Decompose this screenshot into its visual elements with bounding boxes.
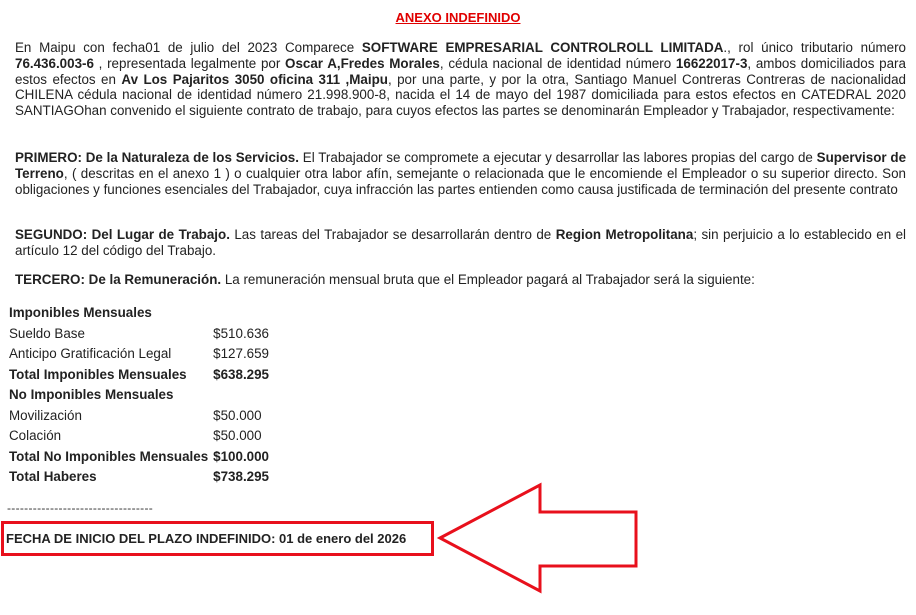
intro-text-5: , ambos domiciliados para estos efectos en	[15, 55, 906, 87]
signature-separator: ----------------------------------	[7, 501, 154, 515]
primero-cargo: Supervisor de Terreno	[15, 150, 907, 181]
intro-text-6: , por una parte, y por la otra, Santiago Manuel Contreras Contreras de nacionalidad CHILENA cédula nacional de identidad número 21.998.900-8, nacida el 14 de mayo del 1987 domiciliada para estos efectos en CATEDRAL 2020 SANTIAGOhan convenido el siguiente contrato de trabajo, para cuyos efectos las partes se denominarán Empleador y Trabajador, respectivamente:	[15, 71, 907, 119]
document-title: ANEXO INDEFINIDO	[395, 10, 521, 25]
start-date-text: FECHA DE INICIO DEL PLAZO INDEFINIDO: 01 de enero del 2026	[6, 531, 407, 546]
company-rut: 76.436.003-6	[15, 55, 94, 71]
row-value: $50.000	[213, 428, 262, 443]
row-value: $127.659	[213, 346, 270, 361]
row-value: $510.636	[213, 325, 270, 341]
row-label: Sueldo Base	[9, 325, 85, 341]
row-value: $638.295	[213, 366, 270, 382]
segundo-region: Region Metropolitana	[555, 227, 694, 242]
row-value: $738.295	[213, 469, 270, 484]
representative-name: Oscar A,Fredes Morales	[285, 55, 440, 71]
segundo-text-1: Las tareas del Trabajador se desarrollarán dentro de	[229, 227, 556, 242]
row-value: $100.000	[213, 448, 270, 464]
row-label: Total Imponibles Mensuales	[9, 366, 187, 382]
row-label: Colación	[9, 428, 62, 443]
row-label: Total Haberes	[9, 469, 97, 484]
row-label: Anticipo Gratificación Legal	[9, 346, 172, 361]
row-label: Total No Imponibles Mensuales	[9, 448, 209, 464]
intro-text-4: , cédula nacional de identidad número	[439, 55, 676, 71]
company-name: SOFTWARE EMPRESARIAL CONTROLROLL LIMITADA	[361, 40, 724, 55]
segundo-text-2: ; sin perjuicio a lo establecido en el artículo 12 del código del Trabajo.	[15, 227, 906, 258]
primero-text-1: El Trabajador se compromete a ejecutar y desarrollar las labores propias del cargo de	[298, 150, 817, 165]
tercero-text-1: La remuneración mensual bruta que el Empleador pagará al Trabajador será la siguiente:	[221, 272, 755, 287]
intro-text-3: , representada legalmente por	[93, 55, 286, 71]
intro-text-2: ., rol único tributario número	[723, 40, 907, 55]
imponibles-header: Imponibles Mensuales	[9, 305, 152, 320]
no-imponibles-header: No Imponibles Mensuales	[9, 387, 174, 402]
primero-text-2: , ( descritas en el anexo 1 ) o cualquier otra labor afín, semejante o relacionada que le encomiende el Empleador o su superior directo. Son obligaciones y funciones esenciales del Trabajador, cuya infracción las partes entienden como causa justificada de terminación del presente contrato	[15, 165, 906, 197]
row-label: Movilización	[9, 407, 82, 423]
company-address: Av Los Pajaritos 3050 oficina 311 ,Maipu	[121, 71, 388, 87]
row-value: $50.000	[213, 407, 262, 423]
intro-text-1: En Maipu con fecha01 de julio del 2023 Comparece	[15, 40, 362, 55]
tercero-heading: TERCERO: De la Remuneración.	[15, 272, 222, 287]
representative-id: 16622017-3	[675, 55, 748, 71]
primero-heading: PRIMERO: De la Naturaleza de los Servicios.	[15, 150, 299, 165]
segundo-heading: SEGUNDO: Del Lugar de Trabajo.	[15, 227, 230, 242]
